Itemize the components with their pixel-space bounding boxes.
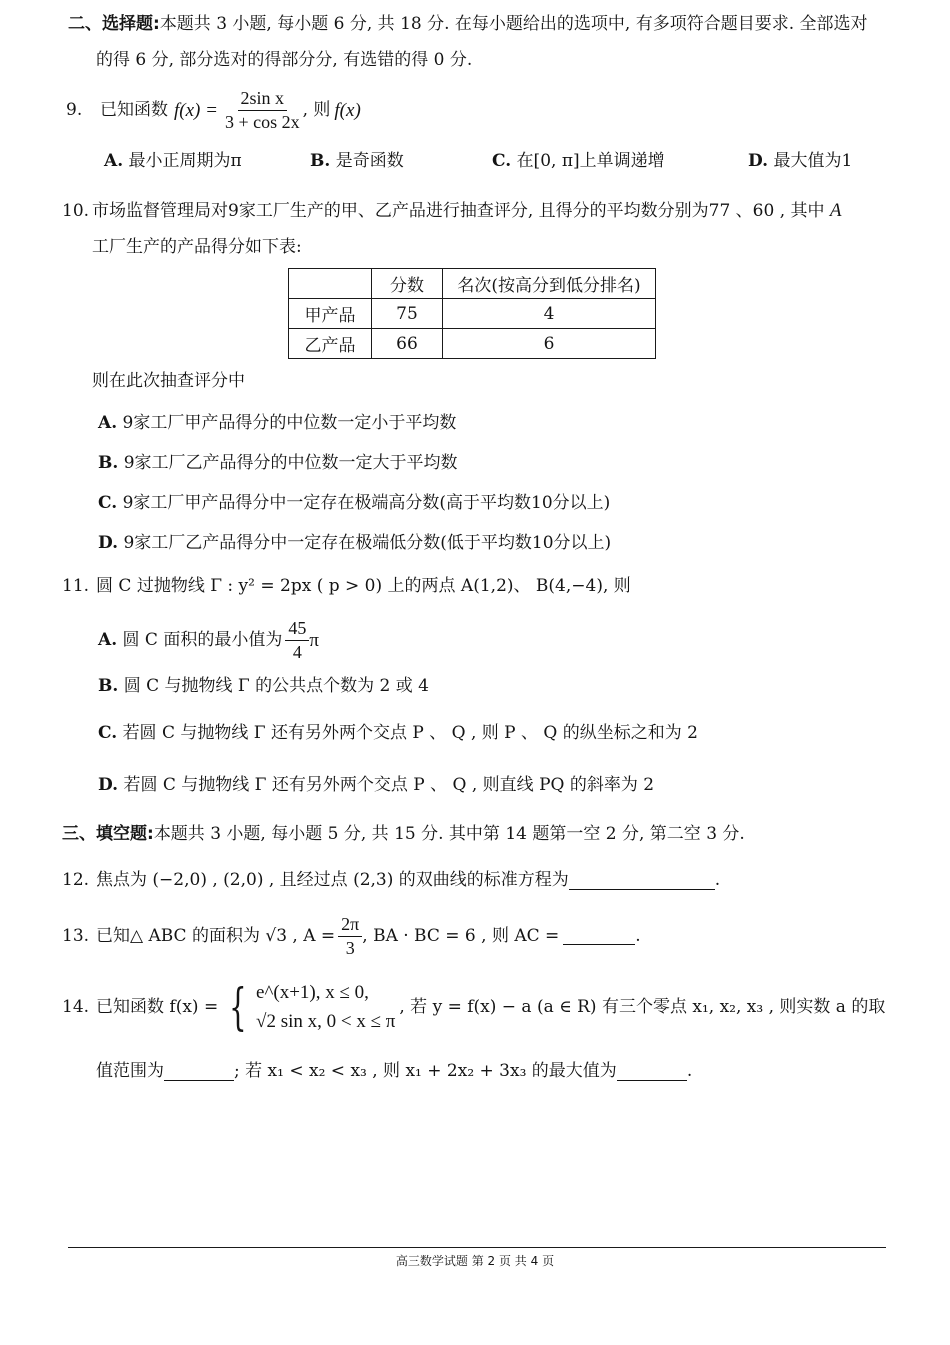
table-header-cell: 分数: [372, 269, 443, 299]
question-number: 13.: [62, 925, 90, 946]
table-cell: 75: [372, 299, 443, 329]
q9-frac-num: 2sin x: [238, 88, 288, 111]
q14-case-2: √2 sin x, 0 < x ≤ π: [256, 1011, 396, 1033]
section2-desc-cont: 的得 6 分, 部分选对的得部分分, 有选错的得 0 分.: [96, 50, 473, 70]
question-11: [62, 578, 631, 595]
section3-title: 三、填空题:: [62, 824, 154, 844]
q10-var-a: A: [829, 200, 842, 221]
q9-frac-den: 3 + cos 2x: [224, 111, 300, 132]
question-14: [62, 978, 885, 1037]
q14-cases: [256, 978, 395, 1037]
q9-option-a: A. 最小正周期为π: [104, 151, 242, 171]
table-header-cell: 名次(按高分到低分排名): [443, 269, 656, 299]
footer-divider: [68, 1247, 886, 1248]
table-cell: 乙产品: [289, 329, 372, 359]
question-number: 11.: [62, 576, 90, 596]
q9-option-c: C. 在[0, π]上单调递增: [492, 151, 665, 171]
table-header-cell: [289, 269, 372, 299]
section2-title: 二、选择题:: [68, 14, 160, 34]
section3-header: [62, 826, 745, 843]
q14-brace: {: [229, 978, 247, 1037]
q10-option-a: A. 9家工厂甲产品得分的中位数一定小于平均数: [98, 413, 457, 433]
table-row: [289, 329, 656, 359]
table-row: [289, 299, 656, 329]
q11-option-c: C. 若圆 C 与抛物线 Γ 还有另外两个交点 P 、 Q , 则 P 、 Q 的纵坐标之和为 2: [98, 723, 698, 743]
q9-option-b: B. 是奇函数: [310, 151, 404, 171]
table-cell: 6: [443, 329, 656, 359]
section2-desc: 本题共 3 小题, 每小题 6 分, 共 18 分. 在每小题给出的选项中, 有多项符合题目要求. 全部选对: [159, 14, 868, 34]
q14-post: , 若 y = f(x) − a (a ∈ R) 有三个零点 x₁, x₂, x₃ , 则实数 a 的取: [399, 996, 886, 1017]
question-13: 13. 已知△ ABC 的面积为 √3 , A = $\frac{2\pi}{3}$ , BA · BC = 6 , 则 AC = .: [62, 914, 641, 958]
section2-header: [68, 16, 868, 33]
q10-score-table: [288, 268, 656, 359]
question-10: [62, 201, 842, 220]
table-cell: 66: [372, 329, 443, 359]
q13-pre: 已知△ ABC 的面积为 √3 , A =: [96, 925, 336, 946]
q9-tail-expr: f(x): [334, 99, 361, 121]
answer-blank[interactable]: [617, 1063, 687, 1081]
section3-desc: 本题共 3 小题, 每小题 5 分, 共 15 分. 其中第 14 题第一空 2 分, 第二空 3 分.: [153, 824, 745, 844]
q11-text: 圆 C 过抛物线 Γ : y² = 2px ( p > 0) 上的两点 A(1,2)、 B(4,−4), 则: [96, 576, 631, 596]
answer-blank[interactable]: [164, 1063, 234, 1081]
question-number: 14.: [62, 996, 90, 1017]
table-cell: 4: [443, 299, 656, 329]
q11-option-b: B. 圆 C 与抛物线 Γ 的公共点个数为 2 或 4: [98, 676, 429, 696]
question-number: 9.: [66, 99, 83, 120]
answer-blank[interactable]: [569, 872, 715, 890]
q9-option-d: D. 最大值为1: [748, 151, 853, 171]
q10-option-b: B. 9家工厂乙产品得分的中位数一定大于平均数: [98, 453, 458, 473]
q10-line2: 工厂生产的产品得分如下表:: [92, 237, 302, 257]
answer-blank[interactable]: [563, 927, 635, 945]
q10-option-c: C. 9家工厂甲产品得分中一定存在极端高分数(高于平均数10分以上): [98, 493, 611, 513]
q12-text: 焦点为 (−2,0) , (2,0) , 且经过点 (2,3) 的双曲线的标准方程为: [96, 870, 569, 890]
q10-lead: 则在此次抽查评分中: [92, 371, 245, 391]
q14-case-1: e^(x+1), x ≤ 0,: [256, 982, 369, 1003]
q10-line1: 市场监督管理局对9家工厂生产的甲、乙产品进行抽查评分, 且得分的平均数分别为77 、60 , 其中: [92, 201, 825, 221]
q11-option-a: A. 圆 C 面积的最小值为 $\frac{45}{4}$ π: [98, 618, 319, 662]
question-12: 12. 焦点为 (−2,0) , (2,0) , 且经过点 (2,3) 的双曲线的标准方程为 .: [62, 870, 721, 890]
q11-opt-a-pre: 圆 C 面积的最小值为: [122, 629, 283, 650]
q11-option-d: D. 若圆 C 与抛物线 Γ 还有另外两个交点 P 、 Q , 则直线 PQ 的斜率为 2: [98, 775, 655, 795]
question-number: 12.: [62, 870, 90, 890]
table-header-row: [289, 269, 656, 299]
question-number: 10.: [62, 201, 90, 221]
q14-pre: 已知函数 f(x) =: [96, 996, 219, 1017]
question-9: [66, 88, 361, 132]
q9-lhs: f(x) =: [174, 99, 218, 121]
q14-line2: 值范围为 ; 若 x₁ < x₂ < x₃ , 则 x₁ + 2x₂ + 3x₃ 的最大值为 .: [96, 1061, 693, 1081]
q11-opt-a-post: π: [309, 629, 319, 651]
q9-stem: 已知函数: [100, 99, 168, 120]
table-cell: 甲产品: [289, 299, 372, 329]
q10-option-d: D. 9家工厂乙产品得分中一定存在极端低分数(低于平均数10分以上): [98, 533, 612, 553]
q11-opt-a-fraction: $\frac{45}{4}$: [285, 618, 309, 662]
page-footer: 高三数学试题 第 2 页 共 4 页: [395, 1254, 555, 1268]
q9-tail: , 则: [302, 99, 331, 120]
q13-post: , BA · BC = 6 , 则 AC =: [362, 925, 560, 946]
q9-fraction: [222, 88, 303, 132]
q13-fraction: $\frac{2\pi}{3}$: [338, 914, 362, 958]
